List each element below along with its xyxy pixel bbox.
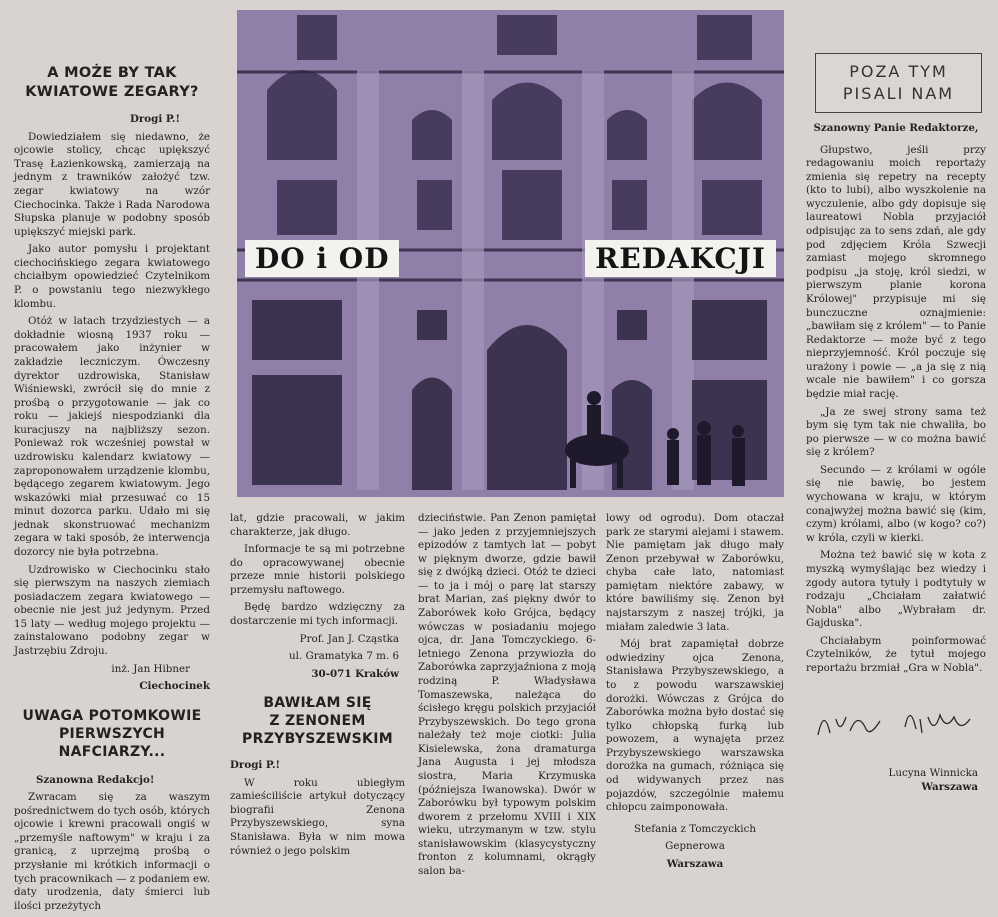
box-title-line2: PISALI NAM <box>842 84 955 103</box>
signature-address: ul. Gramatyka 7 m. 6 <box>289 650 399 663</box>
article-title-oil-workers: UWAGA POTOMKOWIE PIERWSZYCH NAFCIARZY... <box>22 707 202 760</box>
signature: Stefania z Tomczyckich <box>633 822 756 835</box>
signature: inż. Jan Hibner <box>111 662 190 675</box>
paragraph: Informacje te są mi potrzebne do opracowywanej obecnie przeze mnie historii polskiego przemysłu naftowego. <box>230 543 405 596</box>
handwritten-signature <box>810 697 980 747</box>
greeting: Drogi P.! <box>230 759 281 772</box>
greeting: Szanowny Panie Redaktorze, <box>813 122 979 134</box>
column-2 <box>230 512 405 862</box>
paragraph: Zwracam się za waszym pośrednictwem do tych osób, których ojcowie i krewni pracowali ongiś w „przemyśle naftowym" w kraju i za granicą, z uprzejmą prośbą o przysłanie mi krótkich informacji o tych pracownikach — z podaniem ew. daty urodzenia, daty śmierci lub ilości przeżytych <box>14 791 210 912</box>
section-label-right: REDAKCJI <box>585 240 776 277</box>
paragraph: lowy od ogrodu). Dom otaczał park ze starymi alejami i stawem. Nie pamiętam jak długo mały Zenon przebywał w Zaborówku, chyba całe lato, natomiast pamiętam niektóre zabawy, w które bawiliśmy się. Zenon był najstarszym z naszej trójki, ja miałam zaledwie 3 lata. <box>606 512 784 633</box>
column-5 <box>806 122 986 680</box>
signature: Lucyna Winnicka <box>888 767 978 779</box>
greeting: Drogi P.! <box>129 113 180 126</box>
paragraph: lat, gdzie pracowali, w jakim charakterze, jak długo. <box>230 512 405 538</box>
signature-surname: Gepnerowa <box>665 840 725 853</box>
paragraph: Mój brat zapamiętał dobrze odwiedziny ojca Zenona, Stanisława Przybyszewskiego, a to z powodu warszawskiej dorożki. Wówczas z Grójca do Zaborówka można było dostać się tylko chłopską furką lub powozem, a wynajęta przez Przybyszewskiego warszawska dorożka na gumach, różniąca się od widywanych przez nas pojazdów, szczególnie małemu chłopcu zaimponowała. <box>606 638 784 814</box>
column-1 <box>14 64 210 917</box>
paragraph: Jako autor pomysłu i projektant ciechocińskiego zegara kwiatowego chciałbym opowiedzieć Czytelnikom P. o powstaniu tego niezwykłego klombu. <box>14 243 210 310</box>
article-title-przybyszewski: BAWIŁAM SIĘ Z ZENONEM PRZYBYSZEWSKIM <box>242 695 393 748</box>
paragraph: Będę bardzo wdzięczny za dostarczenie mi tych informacji. <box>230 601 405 628</box>
paragraph: dzieciństwie. Pan Zenon pamiętał — jako jeden z przyjemniejszych epizodów z tamtych lat — pobyt w pięknym dworze, gdzie bawił się z dwójką dzieci. Otóż te dzieci — to ja i mój o parę lat starszy brat Marian, zaś piękny dwór to Zaborówek koło Grójca, będący wówczas w posiadaniu mojego ojca, dr. Jana Tomczyckiego. 6-letniego Zenona przywiozła do Zaborówka zaprzyjaźniona z moją rodziną P. Władysława Tomaszewska, należąca do ścisłego kręgu polskich przyjaciół Przybyszewskich. Do tego grona należały też moje ciotki: Julia Kisielewska, żona dramaturga Jana Augusta i jej młodsza siostra, Maria Krzymuska (późniejsza Iwanowska). Dwór w Zaborówku był typowym polskim dworem z przełomu XVIII i XIX wieku, utrzymanym w tzw. stylu stanisławowskim (klasycystyczny fronton z kolumnami, okrągły salon ba- <box>418 512 596 878</box>
signature-city: Warszawa <box>921 780 978 793</box>
paragraph: „Ja ze swej strony sama też bym się tym tak nie chwaliła, bo po pierwsze — w co można bawić się z królem? <box>806 405 986 459</box>
signature-city: 30-071 Kraków <box>311 667 399 680</box>
box-title-line1: POZA TYM <box>849 62 948 82</box>
poza-tym-box <box>815 53 982 113</box>
paragraph: Uzdrowisko w Ciechocinku stało się pierwszym na naszych ziemiach posiadaczem zegara kwiatowego — obecnie nie jest już jedynym. Przed 15 laty — według mojego projektu — zainstalowano podobny zegar w Jastrzębiu Zdroju. <box>14 563 210 658</box>
section-label-left: DO i OD <box>245 240 399 277</box>
signature-city: Ciechocinek <box>139 680 210 693</box>
paragraph: Głupstwo, jeśli przy redagowaniu moich reportaży zmienia się repetry na recepty (kto to lubi), albo wyszkolenie na wyczulenie, albo gdy dopisuje się laureatowi Nobla przyjaciół odpisując za to sens zdań, ale gdy pod zdjęciem Króla Szwecji zamiast mojego skromnego podpisu „ja stoję, król siedzi, w pierwszym planie korona Królowej" przypisuje mi się bunczuczne oznajmienie: „bawiłam się z królem" — to Panie Redaktorze — może być z tego nieprzyjemność. Król poczuje się urażony i powie — „a ja się z nią wcale nie bawiłem" i co gorsza będzie miał rację. <box>806 143 986 400</box>
paragraph: Secundo — z królami w ogóle się nie bawię, bo jestem wychowana w kraju, w którym conajwyżej można bawić się (kim, czym) królami, albo (w kogo? co?) w króla, czyli w kierki. <box>806 463 986 544</box>
column-3 <box>418 512 596 883</box>
column-4 <box>606 512 784 875</box>
greeting: Szanowna Redakcjo! <box>36 773 155 786</box>
signature-city: Warszawa <box>666 857 724 870</box>
article-title-flower-clocks: A MOŻE BY TAK KWIATOWE ZEGARY? <box>25 65 199 100</box>
paragraph: Otóż w latach trzydziestych — a dokładnie wiosną 1937 roku — pracowałem jako inżynier w zakładzie leczniczym. Ówczesny dyrektor uzdrowiska, Stanisław Wiśniewski, zwrócił się do mnie z prośbą o przygotowanie — jak co roku — jakiejś niespodzianki dla kuracjuszy na najbliższy sezon. Ponieważ rok wcześniej powstał w uzdrowisku kalendarz kwiatowy — zaproponowałem urządzenie klombu, będącego zegarem kwiatowym. Jego wskazówki miał przesuwać co 15 minut dozorca parku. Udało mi się jednak skonstruować mechanizm zegara w taki sposób, że interwencja dozorcy nie była potrzebna. <box>14 315 210 559</box>
paragraph: Można też bawić się w kota z myszką wymyślając bez wiedzy i zgody autora tytuły i podtytuły w rodzaju „Chciałam załatwić Nobla" albo „Wybrałam dr. Gajduska". <box>806 549 986 630</box>
paragraph: Dowiedziałem się niedawno, że ojcowie stolicy, chcąc upiększyć Trasę Łazienkowską, zamierzają na jednym z trawników założyć tzw. zegar kwiatowy na wzór Ciechocinka. Także i Rada Narodowa Słupska planuje w podobny sposób upiększyć miejski park. <box>14 130 210 238</box>
column-5-signature <box>806 767 978 794</box>
paragraph: Chciałabym poinformować Czytelników, że tytuł mojego reportażu brzmiał „Gra w Nobla". <box>806 634 986 674</box>
header-photo <box>237 10 784 497</box>
signature: Prof. Jan J. Cząstka <box>299 632 399 645</box>
paragraph: W roku ubiegłym zamieściliście artykuł dotyczący biografii Zenona Przybyszewskiego, syna Stanisława. Była w nim mowa również o jego polskim <box>230 776 405 857</box>
